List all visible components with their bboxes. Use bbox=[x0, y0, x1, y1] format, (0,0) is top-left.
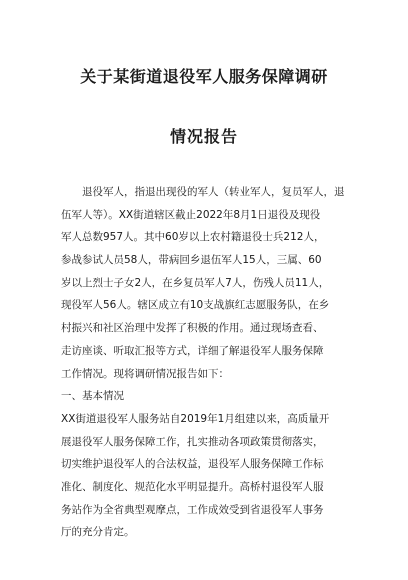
document-title-line-2: 情况报告 bbox=[169, 127, 238, 146]
body-line: XX街道退役军人服务站自2019年1月组建以来，高质量开 bbox=[61, 412, 330, 425]
document-title-line-1: 关于某街道退役军人服务保障调研 bbox=[80, 67, 328, 86]
body-line: 展退役军人服务保障工作，扎实推动各项政策贯彻落实， bbox=[61, 435, 324, 448]
body-line: 岁以上烈士子女2人，在乡复员军人7人，伤残人员11人， bbox=[61, 276, 330, 289]
section-heading: 一、基本情况 bbox=[61, 390, 124, 403]
body-line: 切实维护退役军人的合法权益，退役军人服务保障工作标 bbox=[61, 458, 324, 471]
body-line: 退役军人，指退出现役的军人（转业军人，复员军人，退 bbox=[82, 186, 345, 198]
document-body bbox=[61, 181, 349, 544]
body-line: 现役军人56人。辖区成立有10支战旗红志愿服务队，在乡 bbox=[61, 299, 330, 312]
body-line: 军人总数957人。其中60岁以上农村籍退役士兵212人， bbox=[61, 231, 325, 244]
body-line: 伍军人等）。XX街道辖区截止2022年8月1日退役及现役 bbox=[61, 208, 321, 221]
body-line: 厅的充分肯定。 bbox=[61, 526, 135, 539]
body-line: 村振兴和社区治理中发挥了积极的作用。通过现场查看、 bbox=[61, 322, 324, 335]
body-line: 务站作为全省典型观摩点，工作成效受到省退役军人事务 bbox=[61, 503, 324, 516]
body-line: 工作情况。现将调研情况报告如下： bbox=[61, 367, 229, 380]
body-line: 准化、制度化、规范化水平明显提升。高桥村退役军人服 bbox=[61, 480, 324, 493]
body-line: 参战参试人员58人，带病回乡退伍军人15人，三属、60 bbox=[61, 254, 322, 267]
body-line: 走访座谈、听取汇报等方式，详细了解退役军人服务保障 bbox=[61, 344, 324, 357]
